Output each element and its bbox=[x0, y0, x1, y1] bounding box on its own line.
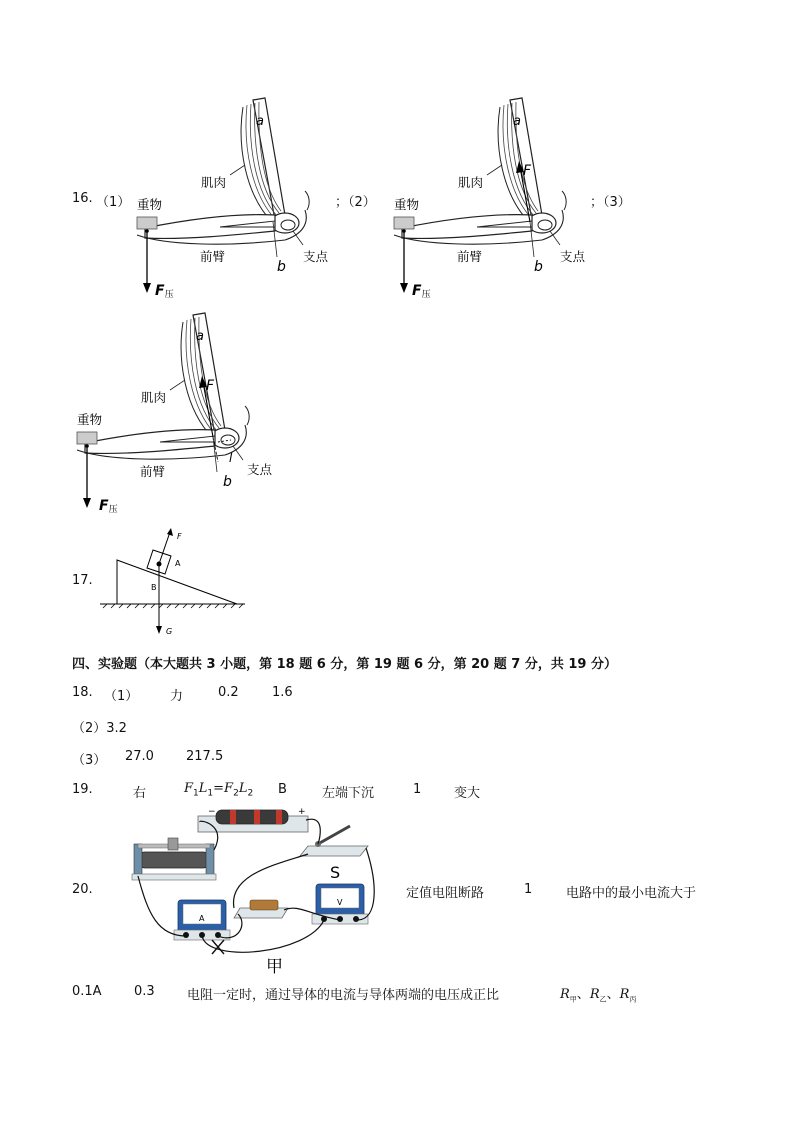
q18-answer-3: 1.6 bbox=[272, 685, 293, 700]
q16-part-3: ；（3） bbox=[590, 195, 631, 210]
label-b: b bbox=[534, 259, 543, 275]
q18-part-1: （1） bbox=[104, 689, 139, 704]
label-a: a bbox=[513, 114, 521, 129]
label-pivot: 支点 bbox=[560, 249, 586, 264]
label-forearm: 前臂 bbox=[140, 464, 166, 479]
ammeter-label: A bbox=[199, 914, 205, 923]
q19-formula: $F_1L_1=F_2L_2$ bbox=[184, 781, 254, 799]
label-a: a bbox=[256, 114, 264, 129]
q18-answer-2: 0.2 bbox=[218, 685, 239, 700]
label-b: b bbox=[223, 474, 232, 490]
label-G: G bbox=[166, 627, 173, 636]
label-muscle: 肌肉 bbox=[458, 175, 484, 190]
label-muscle: 肌肉 bbox=[141, 390, 167, 405]
q16-part-1: （1） bbox=[96, 195, 131, 210]
q18-part-3: （3） bbox=[72, 753, 107, 768]
q19-answer-5: 1 bbox=[413, 782, 422, 797]
q20-resistors: $R_甲$、$R_乙$、$R_丙$ bbox=[560, 987, 637, 1004]
q18-answer-1: 力 bbox=[170, 689, 184, 704]
q18-answer-4: 3.2 bbox=[106, 721, 127, 736]
label-pivot: 支点 bbox=[247, 462, 273, 477]
q20-answer-1: 定值电阻断路 bbox=[406, 886, 485, 901]
label-l: l bbox=[229, 451, 233, 465]
label-weight: 重物 bbox=[77, 412, 103, 427]
q17-number: 17. bbox=[72, 573, 93, 588]
arm-diagram-3 bbox=[65, 310, 280, 520]
label-muscle: 肌肉 bbox=[201, 175, 227, 190]
arm-diagram-1 bbox=[125, 95, 340, 305]
label-A: A bbox=[175, 559, 181, 568]
label-f-press: F压 bbox=[155, 283, 174, 300]
q19-answer-3: B bbox=[278, 782, 287, 797]
label-b: b bbox=[277, 259, 286, 275]
label-f: F bbox=[206, 378, 215, 394]
q18-answer-6: 217.5 bbox=[186, 749, 224, 764]
q20-answer-2: 1 bbox=[524, 882, 533, 897]
q19-number: 19. bbox=[72, 782, 93, 797]
battery-plus: + bbox=[298, 807, 306, 817]
incline-diagram bbox=[95, 528, 265, 640]
switch-label: S bbox=[330, 863, 341, 882]
section-4-heading: 四、实验题（本大题共 3 小题，第 18 题 6 分，第 19 题 6 分，第 20 题 7 分，共 19 分） bbox=[72, 657, 617, 672]
label-B: B bbox=[151, 583, 157, 592]
q18-number: 18. bbox=[72, 685, 93, 700]
label-pivot: 支点 bbox=[303, 249, 329, 264]
battery-minus: − bbox=[208, 807, 216, 817]
q16-part-2: ；（2） bbox=[335, 195, 376, 210]
q19-answer-6: 变大 bbox=[454, 786, 481, 801]
arm-diagram-2 bbox=[382, 95, 597, 305]
voltmeter-label: V bbox=[337, 898, 343, 907]
label-f: F bbox=[523, 163, 532, 179]
q19-answer-4: 左端下沉 bbox=[322, 786, 375, 801]
q18-answer-5: 27.0 bbox=[125, 749, 154, 764]
label-f-press: F压 bbox=[412, 283, 431, 300]
label-F: F bbox=[177, 532, 182, 541]
label-a: a bbox=[196, 329, 204, 344]
q20-answer-5: 0.3 bbox=[134, 984, 155, 999]
q20-answer-4: 0.1A bbox=[72, 984, 102, 999]
label-weight: 重物 bbox=[137, 197, 163, 212]
q20-answer-6: 电阻一定时，通过导体的电流与导体两端的电压成正比 bbox=[187, 988, 500, 1003]
q16-number: 16. bbox=[72, 191, 93, 206]
circuit-diagram bbox=[128, 804, 378, 976]
label-f-press: F压 bbox=[99, 498, 118, 515]
q19-answer-1: 右 bbox=[133, 786, 147, 801]
q18-part-2: （2）3.2 bbox=[72, 721, 127, 736]
label-weight: 重物 bbox=[394, 197, 420, 212]
q20-answer-3: 电路中的最小电流大于 bbox=[566, 886, 697, 901]
label-forearm: 前臂 bbox=[457, 249, 483, 264]
circuit-caption: 甲 bbox=[266, 957, 283, 976]
label-forearm: 前臂 bbox=[200, 249, 226, 264]
q20-number: 20. bbox=[72, 882, 93, 897]
